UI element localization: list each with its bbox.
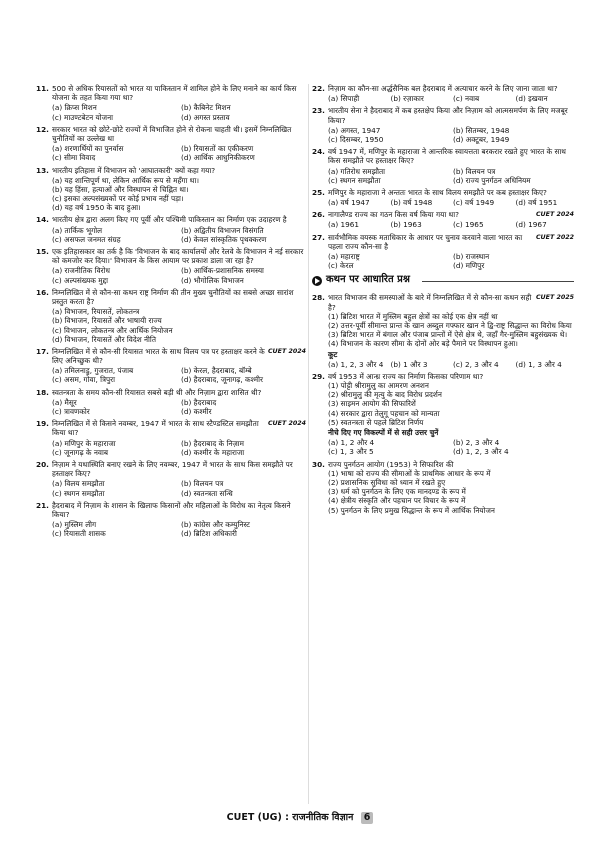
option: (b) विलयन पत्र bbox=[181, 479, 224, 489]
question bbox=[36, 166, 306, 213]
option: (d) 1967 bbox=[515, 220, 547, 230]
question-stem: वर्ष 1947 में, मणिपुर के महाराजा ने आन्तरिक स्वायत्तता बरकरार रखते हुए भारत के साथ किस समझौते पर हस्ताक्षर किए? bbox=[328, 147, 566, 166]
option: (d) 1, 3 और 4 bbox=[515, 359, 562, 369]
option: (c) त्रावणकोर bbox=[52, 407, 90, 416]
option: (d) कश्मीर के महाराजा bbox=[181, 447, 245, 457]
question-number: 12. bbox=[36, 124, 49, 134]
question-text bbox=[52, 347, 306, 365]
options-label: कूट bbox=[328, 349, 338, 359]
option: (c) 1965 bbox=[453, 220, 484, 230]
option: (c) स्थगन समझौता bbox=[52, 488, 105, 498]
option: (c) 1, 3 और 5 bbox=[328, 447, 374, 457]
question-stem: सार्वभौमिक वयस्क मताधिकार के आधार पर चुनाव करवाने वाला भारत का पहला राज्य कौन-सा है bbox=[328, 232, 523, 251]
option: (a) विलय समझौता bbox=[52, 479, 105, 489]
question-text bbox=[52, 125, 306, 143]
question-stem: एक इतिहासकार का तर्क है कि 'विभाजन के बाद कार्यालयों और रेलवे के विभाजन ने नई सरकार को कमजोर कर दिया।' विभाजन के किस आयाम पर प्रकाश डाला जा रहा है? bbox=[52, 247, 304, 266]
option: (b) 2, 3 और 4 bbox=[453, 438, 500, 448]
question bbox=[36, 288, 306, 344]
option: (b) कैबिनेट मिशन bbox=[181, 103, 231, 113]
option: (a) यह शान्तिपूर्ण था, लेकिन आर्थिक रूप से महँगा था। bbox=[52, 175, 199, 185]
option: (c) इसका अल्पसंख्यकों पर कोई प्रभाव नहीं पड़ा। bbox=[52, 194, 184, 204]
question-text bbox=[52, 419, 306, 437]
question bbox=[312, 106, 574, 144]
right-column bbox=[312, 84, 574, 518]
question-text bbox=[52, 388, 306, 397]
statement: (2) प्रशासनिक सुविधा को ध्यान में रखते हुए bbox=[328, 477, 446, 487]
option: (a) 1, 2, 3 और 4 bbox=[328, 359, 384, 369]
question bbox=[312, 84, 574, 103]
options bbox=[328, 198, 574, 207]
option: (c) माउण्टबेटन योजना bbox=[52, 112, 114, 122]
option: (d) हैदराबाद, जूनागढ़, कश्मीर bbox=[181, 375, 263, 385]
statement: (1) भाषा को राज्य की सीमाओं के प्राथमिक आधार के रूप में bbox=[328, 468, 491, 478]
option: (d) मणिपुर bbox=[453, 261, 485, 271]
question-text bbox=[52, 247, 306, 265]
option: (c) दिसम्बर, 1950 bbox=[328, 134, 384, 144]
statement: (4) विभाजन के कारण सीमा के दोनों ओर बड़े पैमाने पर विस्थापन हुआ। bbox=[328, 339, 518, 349]
option: (a) सिपाही bbox=[328, 94, 360, 104]
option: (b) केरल, हैदराबाद, बॉम्बे bbox=[181, 366, 252, 376]
option: (b) सितम्बर, 1948 bbox=[453, 125, 510, 135]
question-number: 28. bbox=[312, 293, 325, 303]
option: (c) विभाजन, लोकतन्त्र और आर्थिक नियोजन bbox=[52, 325, 173, 335]
question-stem: नागालैण्ड राज्य का गठन किस वर्ष किया गया था? bbox=[328, 210, 459, 220]
question-text bbox=[328, 84, 574, 93]
question-number: 19. bbox=[36, 419, 49, 429]
question-number: 21. bbox=[36, 500, 49, 510]
option: (c) रियासती शासक bbox=[52, 529, 106, 539]
question bbox=[312, 372, 574, 457]
question-text bbox=[52, 84, 306, 102]
option: (b) रियासतों का एकीकरण bbox=[181, 144, 254, 154]
question bbox=[36, 460, 306, 498]
options bbox=[328, 220, 574, 229]
question-stem: भारतीय इतिहास में विभाजन को 'आघातकारी' क्यों कहा गया? bbox=[52, 165, 216, 175]
question-number: 30. bbox=[312, 459, 325, 469]
question-text bbox=[328, 233, 574, 251]
options bbox=[52, 366, 306, 384]
option: (d) इखवान bbox=[515, 94, 548, 104]
exam-tag: CUET 2024 bbox=[267, 347, 306, 355]
options bbox=[52, 176, 306, 213]
statement: (2) उत्तर-पूर्वी सीमान्त प्रान्त के खान अब्दुल गफ्फार खान ने द्वि-राष्ट्र सिद्धान्त का विरोध किया bbox=[328, 320, 572, 330]
option: (a) 1, 2 और 4 bbox=[328, 438, 375, 448]
question-text bbox=[52, 501, 306, 519]
question-number: 14. bbox=[36, 215, 49, 225]
option: (b) कांग्रेस और कम्युनिस्ट bbox=[181, 520, 250, 530]
option: (c) अल्पसंख्यक मुद्दा bbox=[52, 275, 109, 285]
options bbox=[328, 94, 574, 103]
option: (c) नवाब bbox=[453, 94, 480, 104]
option: (d) भौगोलिक विभाजन bbox=[181, 275, 244, 285]
question-text bbox=[328, 147, 574, 165]
option: (a) मणिपुर के महाराजा bbox=[52, 438, 116, 448]
question bbox=[312, 293, 574, 369]
statement: (3) धर्म को पुनर्गठन के लिए एक मानदण्ड के रूप में bbox=[328, 487, 466, 497]
section-title: कथन पर आधारित प्रश्न bbox=[326, 274, 410, 286]
question-text bbox=[52, 166, 306, 175]
question bbox=[312, 147, 574, 185]
question-number: 24. bbox=[312, 147, 325, 157]
option: (d) कश्मीर bbox=[181, 407, 212, 416]
option: (c) सीमा विवाद bbox=[52, 153, 96, 163]
question-stem: भारतीय क्षेत्र द्वारा अलग किए गए पूर्वी और पश्चिमी पाकिस्तान का निर्माण एक उदाहरण है bbox=[52, 215, 287, 225]
option: (d) केवल सांस्कृतिक पृथक्करण bbox=[181, 234, 267, 244]
option: (a) 1961 bbox=[328, 220, 360, 230]
statement: (1) ब्रिटिश भारत में मुस्लिम बहुल क्षेत्रों का कोई एक क्षेत्र नहीं था bbox=[328, 311, 498, 321]
option: (c) वर्ष 1949 bbox=[453, 198, 495, 208]
option: (b) विभाजन, रियासतें और भाषायी राज्य bbox=[52, 316, 162, 326]
option: (d) विभाजन, रियासतें और विदेश नीति bbox=[52, 334, 156, 344]
options bbox=[52, 226, 306, 244]
question-stem: स्वतन्त्रता के समय कौन-सी रियासत सबसे बड़ी थी और निज़ाम द्वारा शासित थी? bbox=[52, 387, 262, 397]
option: (b) 1963 bbox=[390, 220, 422, 230]
question-number: 29. bbox=[312, 371, 325, 381]
option: (d) राज्य पुनर्गठन अधिनियम bbox=[453, 175, 531, 185]
page-number: 6 bbox=[361, 812, 374, 824]
option: (d) वर्ष 1951 bbox=[515, 198, 558, 208]
option: (a) तमिलनाडु, गुजरात, पंजाब bbox=[52, 366, 134, 376]
question-text bbox=[52, 288, 306, 306]
statement: (4) क्षेत्रीय संस्कृति और पहचान पर विचार के रूप में bbox=[328, 496, 466, 506]
question-text bbox=[328, 372, 574, 381]
column-divider bbox=[308, 84, 309, 804]
exam-tag: CUET 2024 bbox=[267, 420, 306, 428]
option: (a) शरणार्थियों का पुनर्वास bbox=[52, 144, 124, 154]
option: (d) यह वर्ष 1950 के बाद हुआ। bbox=[52, 203, 141, 213]
options bbox=[52, 103, 306, 121]
question bbox=[36, 501, 306, 539]
question-stem: भारत विभाजन की समस्याओं के बारे में निम्नलिखित में से कौन-सा कथन सही है? bbox=[328, 293, 532, 312]
option: (b) रज़ाकार bbox=[390, 94, 424, 104]
statement: (1) पोट्टी श्रीरामुलु का आमरण अनशन bbox=[328, 381, 429, 391]
question-stem: निम्नलिखित में से कौन-सा कथन राष्ट्र निर्माण की तीन मुख्य चुनौतियों का सबसे अच्छा सारांश प्रस्तुत करता है? bbox=[52, 287, 294, 306]
option: (a) गतिरोध समझौता bbox=[328, 166, 386, 176]
option: (c) केरल bbox=[328, 261, 354, 271]
exam-tag: CUET 2022 bbox=[535, 233, 574, 241]
option: (d) आर्थिक आधुनिकीकरण bbox=[181, 153, 255, 163]
question-number: 13. bbox=[36, 165, 49, 175]
question bbox=[36, 215, 306, 244]
options bbox=[52, 520, 306, 538]
question-number: 17. bbox=[36, 346, 49, 356]
option: (a) विभाजन, रियासतें, लोकतन्त्र bbox=[52, 307, 140, 317]
option: (a) मैसूर bbox=[52, 397, 77, 407]
option: (c) स्थगन समझौता bbox=[328, 175, 381, 185]
question-stem: निम्नलिखित में से कौन-सी रियासत भारत के साथ विलय पत्र पर हस्ताक्षर करने के लिए अनिच्छुक थी? bbox=[52, 346, 265, 366]
option: (b) हैदराबाद bbox=[181, 397, 217, 407]
question bbox=[312, 188, 574, 207]
question-number: 16. bbox=[36, 287, 49, 297]
options bbox=[52, 479, 306, 497]
option: (a) मुस्लिम लीग bbox=[52, 520, 97, 530]
question bbox=[312, 233, 574, 271]
question bbox=[36, 347, 306, 385]
question-stem: वर्ष 1953 में आन्ध्र राज्य का निर्माण किसका परिणाम था? bbox=[328, 371, 484, 381]
question-stem: भारतीय सेना ने हैदराबाद में कब हस्तक्षेप किया और निज़ाम को आत्मसमर्पण के लिए मजबूर किया? bbox=[328, 106, 568, 125]
exam-tag: CUET 2024 bbox=[535, 211, 574, 219]
options bbox=[328, 167, 574, 185]
option: (c) जूनागढ़ के नवाब bbox=[52, 447, 109, 457]
question-text bbox=[328, 460, 574, 469]
option: (b) राजस्थान bbox=[453, 252, 490, 261]
question-number: 23. bbox=[312, 106, 325, 116]
options bbox=[52, 144, 306, 162]
question-stem: सरकार भारत को छोटे-छोटे राज्यों में विभाजित होने से रोकना चाहती थी। इसमें निम्नलिखित चुनौतियों का उल्लेख था bbox=[52, 124, 292, 143]
option: (d) स्वतन्त्रता सन्धि bbox=[181, 488, 233, 498]
options bbox=[328, 360, 574, 369]
question-stem: निज़ाम ने यथास्थिति बनाए रखने के लिए नवम्बर, 1947 में भारत के साथ किस समझौते पर हस्ताक्षर किए? bbox=[52, 459, 293, 479]
footer-title: CUET (UG) : राजनीतिक विज्ञान bbox=[226, 812, 354, 823]
question bbox=[36, 247, 306, 285]
question-stem: निज़ाम का कौन-सा अर्द्धसैनिक बल हैदराबाद में अत्याचार करने के लिए जाना जाता था? bbox=[328, 84, 558, 93]
option: (b) आर्थिक-प्रशासनिक समस्या bbox=[181, 266, 264, 276]
question-number: 18. bbox=[36, 387, 49, 397]
options bbox=[52, 266, 306, 284]
statement: (5) स्वतन्त्रता से पहले ब्रिटिश निर्णय bbox=[328, 417, 424, 427]
statement: (2) श्रीरामुलु की मृत्यु के बाद विरोध प्रदर्शन bbox=[328, 390, 442, 400]
option: (b) यह हिंसा, हत्याओं और विस्थापन से चिह्नित था। bbox=[52, 184, 189, 194]
option: (b) 1 और 3 bbox=[390, 359, 428, 369]
question-stem: राज्य पुनर्गठन आयोग (1953) ने सिफारिश की bbox=[328, 459, 454, 469]
option: (b) हैदराबाद के निज़ाम bbox=[181, 438, 245, 448]
option: (c) असफल जनमत संग्रह bbox=[52, 234, 121, 244]
question-number: 20. bbox=[36, 459, 49, 469]
question-text bbox=[328, 106, 574, 124]
option: (b) विलयन पत्र bbox=[453, 166, 496, 176]
options bbox=[328, 438, 574, 456]
option: (c) 2, 3 और 4 bbox=[453, 359, 499, 369]
options bbox=[52, 398, 306, 416]
options bbox=[52, 439, 306, 457]
option: (b) अद्वितीय विभाजन विसंगति bbox=[181, 225, 264, 235]
option: (b) वर्ष 1948 bbox=[390, 198, 433, 208]
question bbox=[36, 388, 306, 417]
question-stem: मणिपुर के महाराजा ने अन्ततः भारत के साथ विलय समझौते पर कब हस्ताक्षर किए? bbox=[328, 187, 547, 197]
question-number: 15. bbox=[36, 247, 49, 256]
option: (a) तार्किक भूगोल bbox=[52, 225, 103, 235]
option: (a) अगस्त, 1947 bbox=[328, 125, 381, 135]
question-text bbox=[52, 460, 306, 478]
question-number: 22. bbox=[312, 84, 325, 93]
option: (a) वर्ष 1947 bbox=[328, 198, 370, 208]
question-stem: हैदराबाद में निज़ाम के शासन के खिलाफ किसानों और महिलाओं के विरोध का नेतृत्व किसने किया? bbox=[52, 500, 291, 519]
question-text bbox=[328, 188, 574, 197]
question bbox=[36, 125, 306, 163]
statement: (5) पुनर्गठन के लिए प्रमुख सिद्धान्त के रूप में आर्थिक नियोजन bbox=[328, 505, 495, 515]
question-number: 26. bbox=[312, 210, 325, 220]
question-number: 11. bbox=[36, 84, 49, 93]
statement: (3) ब्रिटिश भारत में बंगाल और पंजाब प्रान्तों में ऐसे क्षेत्र थे, जहाँ गैर-मुस्लिम बहुसंख्यक थे। bbox=[328, 330, 568, 340]
statement: (3) साइमन आयोग की सिफारिशें bbox=[328, 399, 416, 409]
options bbox=[328, 252, 574, 270]
option: (c) असम, गोवा, त्रिपुरा bbox=[52, 375, 116, 385]
option: (a) राजनीतिक विरोध bbox=[52, 266, 110, 276]
question-text bbox=[52, 215, 306, 224]
option: (d) अगस्त प्रस्ताव bbox=[181, 112, 230, 122]
question-stem: 500 से अधिक रियासतों को भारत या पाकिस्तान में शामिल होने के लिए मनाने का कार्य किस योजना के तहत किया गया था? bbox=[52, 84, 297, 103]
statement: (4) सरकार द्वारा तेलुगू पहचान को मान्यता bbox=[328, 408, 440, 418]
option: (a) महाराष्ट्र bbox=[328, 252, 360, 261]
question-stem: निम्नलिखित में से किसने नवम्बर, 1947 में भारत के साथ स्टैण्डस्टिल समझौता किया था? bbox=[52, 419, 259, 438]
question bbox=[312, 460, 574, 515]
question bbox=[36, 419, 306, 457]
exam-tag: CUET 2025 bbox=[535, 294, 574, 302]
options-label: नीचे दिए गए विकल्पों में से सही उत्तर चुनें bbox=[328, 428, 439, 437]
page-footer bbox=[0, 812, 600, 824]
question-text bbox=[328, 210, 574, 219]
question-number: 27. bbox=[312, 232, 325, 242]
question-text bbox=[328, 293, 574, 311]
question bbox=[312, 210, 574, 229]
section-header bbox=[312, 274, 574, 288]
section-rule bbox=[422, 281, 574, 282]
option: (d) 1, 2, 3 और 4 bbox=[453, 447, 509, 457]
options bbox=[52, 307, 306, 344]
option: (d) ब्रिटिश अधिकारी bbox=[181, 529, 237, 539]
question bbox=[36, 84, 306, 122]
options bbox=[328, 126, 574, 144]
arrow-circle-icon bbox=[312, 276, 322, 286]
option: (a) क्रिप्स मिशन bbox=[52, 103, 97, 113]
question-number: 25. bbox=[312, 187, 325, 197]
option: (d) अक्टूबर, 1949 bbox=[453, 134, 510, 144]
left-column bbox=[36, 84, 306, 541]
